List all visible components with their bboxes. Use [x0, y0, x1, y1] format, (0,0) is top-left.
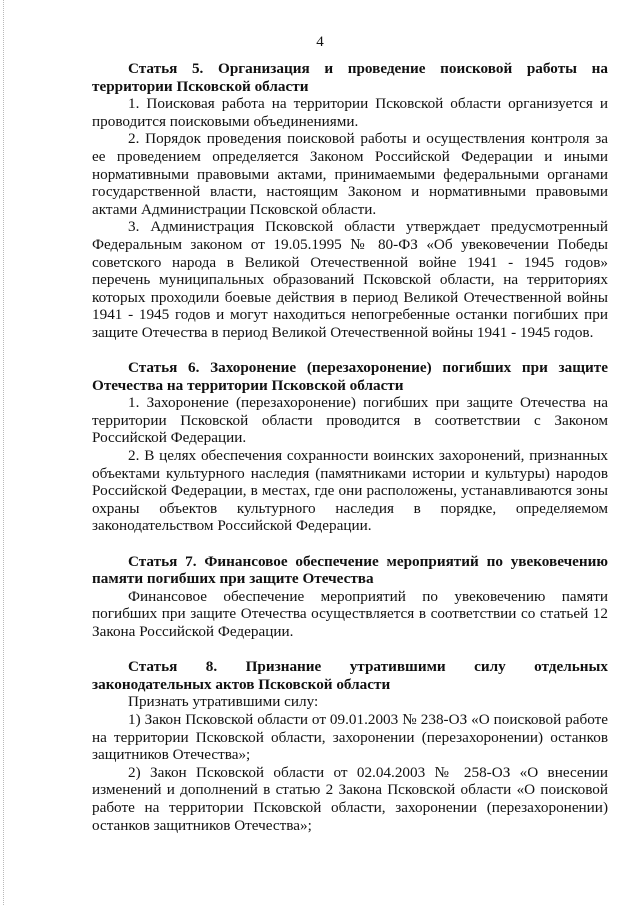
- document-body: [92, 60, 608, 834]
- section-spacer: [92, 641, 608, 659]
- article-7-paragraph-1: Финансовое обеспечение мероприятий по увековечению памяти погибших при защите Отечества осуществляется в соответствии со статьей 12 Закона Российской Федерации.: [92, 587, 608, 640]
- page-number: 4: [316, 34, 324, 50]
- article-5-paragraph-3: 3. Администрация Псковской области утверждает предусмотренный Федеральным законом от 19.05.1995 № 80-ФЗ «Об увековечении Победы советского народа в Великой Отечественной войне 1941 - 1945 годов» перечень муниципальных образований Псковской области, на территориях которых проходили боевые действия в период Великой Отечественной войны 1941 - 1945 годов и могут находиться непогребенные останки погибших при защите Отечества в период Великой Отечественной войны 1941 - 1945 годов.: [92, 218, 608, 341]
- article-7-title: Статья 7. Финансовое обеспечение мероприятий по увековечению памяти погибших при защите Отечества: [92, 552, 608, 588]
- article-6-title: Статья 6. Захоронение (перезахоронение) погибших при защите Отечества на территории Псковской области: [92, 359, 608, 394]
- article-8-title: Статья 8. Признание утратившими силу отдельных законодательных актов Псковской области: [92, 658, 608, 693]
- article-6: [92, 359, 608, 535]
- section-spacer: [92, 342, 608, 360]
- scan-edge-line: [3, 0, 4, 905]
- article-5-paragraph-1: 1. Поисковая работа на территории Псковской области организуется и проводится поисковыми объединениями.: [92, 95, 608, 130]
- article-8-intro: Признать утратившими силу:: [128, 693, 319, 711]
- article-5-title: Статья 5. Организация и проведение поисковой работы на территории Псковской области: [92, 60, 608, 95]
- article-8-item-2: 2) Закон Псковской области от 02.04.2003 № 258-ОЗ «О внесении изменений и дополнений в статью 2 Закона Псковской области «О поисковой работе на территории Псковской области, захоронении (перезахоронении) останков защитников Отечества»;: [92, 763, 608, 834]
- article-6-paragraph-1: 1. Захоронение (перезахоронение) погибших при защите Отечества на территории Псковской области проводится в соответствии с Законом Российской Федерации.: [92, 394, 608, 447]
- article-6-paragraph-2: 2. В целях обеспечения сохранности воинских захоронений, признанных объектами культурного наследия (памятниками истории и культуры) народов Российской Федерации, в местах, где они расположены, устанавливаются зоны охраны объектов культурного наследия в порядке, определяемом законодательством Российской Федерации.: [92, 447, 608, 535]
- article-7: [92, 553, 608, 641]
- article-5-paragraph-2: 2. Порядок проведения поисковой работы и осуществления контроля за ее проведением определяется Законом Российской Федерации и иными нормативными правовыми актами, принимаемыми федеральными органами государственной власти, настоящим Законом и нормативными правовыми актами Администрации Псковской области.: [92, 130, 608, 218]
- article-8-item-1: 1) Закон Псковской области от 09.01.2003 № 238-ОЗ «О поисковой работе на территории Псковской области, захоронении (перезахоронении) останков защитников Отечества»;: [92, 710, 608, 764]
- article-8: [92, 658, 608, 834]
- article-5: [92, 60, 608, 342]
- section-spacer: [92, 535, 608, 553]
